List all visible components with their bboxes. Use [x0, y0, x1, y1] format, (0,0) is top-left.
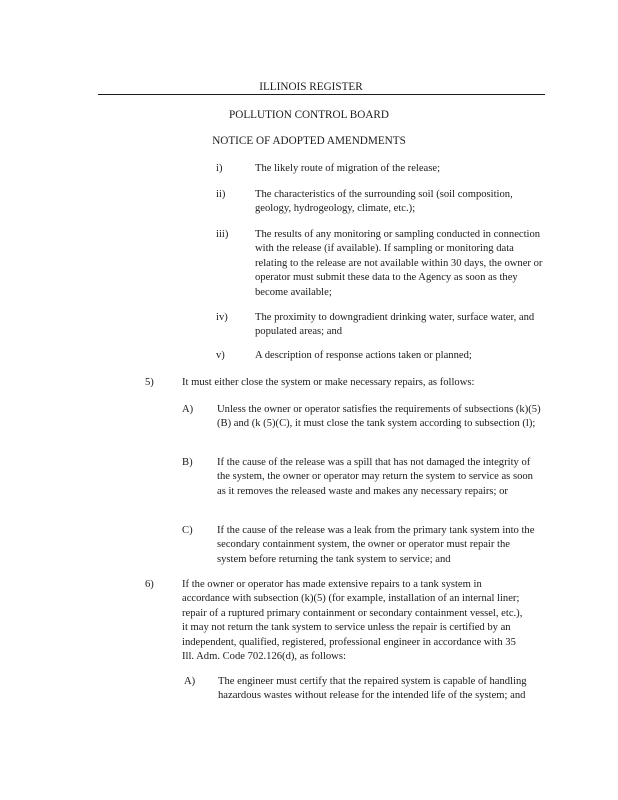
header-rule [98, 94, 545, 95]
notice-title: NOTICE OF ADOPTED AMENDMENTS [212, 135, 406, 147]
item-ii-text: The characteristics of the surrounding soil (soil composition, geology, hydrogeology, climate, etc.); [255, 189, 513, 215]
section-5-c-text: If the cause of the release was a leak from the primary tank system into the secondary containment system, the owner or operator must repair the system before returning the tank system to service; and [217, 525, 535, 565]
item-iv-label: iv) [216, 312, 228, 323]
section-6-a-label: A) [184, 676, 196, 687]
item-iii-text: The results of any monitoring or sampling conducted in connection with the release (if available). If sampling or monitoring data relating to the release are not available within 30 days, the owner or operator must submit these data to the Agency as soon as they become available; [255, 229, 543, 298]
item-v-label: v) [216, 350, 225, 361]
section-5-a-text: Unless the owner or operator satisfies the requirements of subsections (k)(5)(B) and (k (5)(C), it must close the tank system according to subsection (l); [217, 404, 541, 430]
section-5-text: It must either close the system or make necessary repairs, as follows: [182, 377, 475, 388]
item-i-label: i) [216, 163, 223, 174]
section-5-b-text: If the cause of the release was a spill that has not damaged the integrity of the system, the owner or operator may return the system to service as soon as it removes the released waste and makes any necessary repairs; or [217, 457, 533, 497]
section-5-label: 5) [145, 377, 154, 388]
item-ii-label: ii) [216, 189, 226, 200]
item-i-text: The likely route of migration of the release; [255, 163, 441, 174]
section-6-label: 6) [145, 579, 154, 590]
item-iii-label: iii) [216, 229, 229, 240]
section-6-a-text: The engineer must certify that the repaired system is capable of handling hazardous wastes without release for the intended life of the system; and [218, 676, 527, 702]
section-5-b-label: B) [182, 457, 193, 468]
item-iv-text: The proximity to downgradient drinking water, surface water, and populated areas; and [255, 312, 535, 338]
board-title: POLLUTION CONTROL BOARD [229, 109, 389, 121]
item-v-text: A description of response actions taken or planned; [255, 350, 472, 361]
section-6-text: If the owner or operator has made extensive repairs to a tank system in accordance with subsection (k)(5) (for example, installation of an internal liner; repair of a ruptured primary containment or secondary containment vessel, etc.), it may not return the tank system to service unless the repair is certified by an independent, qualified, registered, professional engineer in accordance with 35 Ill. Adm. Code 702.126(d), as follows: [182, 579, 523, 663]
register-title: ILLINOIS REGISTER [259, 81, 363, 93]
section-5-c-label: C) [182, 525, 193, 536]
section-5-a-label: A) [182, 404, 194, 415]
